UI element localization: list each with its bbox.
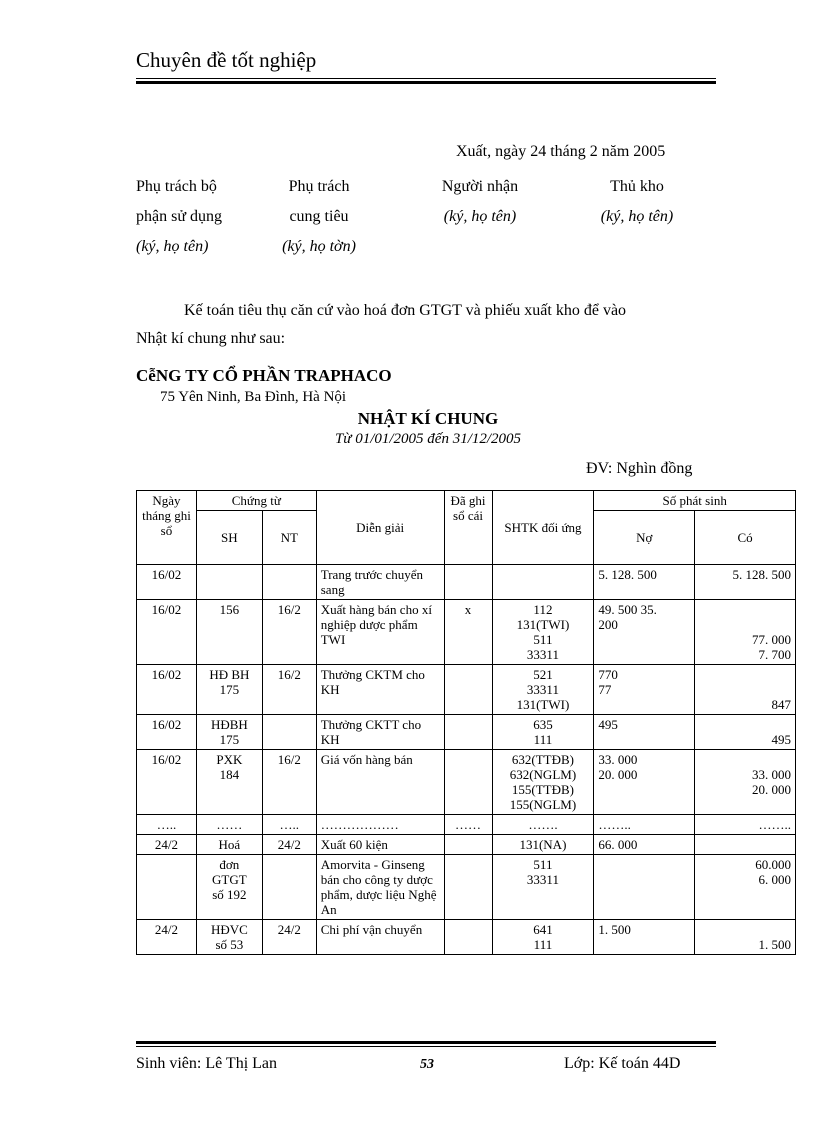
- cell-dg: Amorvita - Ginseng bán cho công ty dược phẩm, dược liệu Nghệ An: [316, 855, 444, 920]
- footer-student: Sinh viên: Lê Thị Lan: [136, 1055, 278, 1072]
- cell-sh: 156: [196, 600, 262, 665]
- col-header-so-phat-sinh: Số phát sinh: [594, 491, 796, 511]
- cell-no: 495: [594, 715, 695, 750]
- sig-line: (ký, họ tên): [136, 238, 209, 255]
- col-header-shtk: SHTK đối ứng: [492, 491, 594, 565]
- cell-dg: Xuất 60 kiện: [316, 835, 444, 855]
- unit-label: ĐV: Nghìn đồng: [586, 460, 693, 477]
- journal-title: NHẬT KÍ CHUNG: [357, 409, 499, 428]
- journal-period: Từ 01/01/2005 đến 31/12/2005: [334, 431, 522, 447]
- table-row: [137, 715, 796, 750]
- cell-ngay: 24/2: [137, 920, 197, 955]
- cell-ngay: 16/02: [137, 565, 197, 600]
- cell-co: [695, 835, 796, 855]
- signature-block-1: [136, 178, 222, 256]
- col-header-co: Có: [695, 511, 796, 565]
- col-header-dien-giai: Diễn giải: [316, 491, 444, 565]
- table-row: [137, 920, 796, 955]
- cell-sh: HĐBH 175: [196, 715, 262, 750]
- sig-line: (ký, họ tờn): [282, 238, 356, 255]
- sig-line: (ký, họ tên): [443, 208, 517, 225]
- cell-nt: …..: [262, 815, 316, 835]
- sig-line: Người nhận: [441, 178, 519, 195]
- cell-tk: 112 131(TWI) 511 33311: [492, 600, 594, 665]
- table-row: [137, 835, 796, 855]
- cell-no: 66. 000: [594, 835, 695, 855]
- sig-line: Phụ trách: [288, 178, 350, 195]
- cell-tk: …….: [492, 815, 594, 835]
- sig-line: (ký, họ tên): [600, 208, 674, 225]
- cell-da: ……: [444, 815, 492, 835]
- header-rule-thick: [136, 81, 716, 84]
- col-header-nt: NT: [262, 511, 316, 565]
- cell-no: [594, 855, 695, 920]
- cell-no: 770 77: [594, 665, 695, 715]
- header-title: Chuyên đề tốt nghiệp: [136, 48, 317, 72]
- cell-da: [444, 715, 492, 750]
- cell-tk: 511 33311: [492, 855, 594, 920]
- cell-tk: 641 111: [492, 920, 594, 955]
- journal-table: [136, 490, 796, 955]
- cell-dg: Chi phí vận chuyển: [316, 920, 444, 955]
- cell-nt: 24/2: [262, 920, 316, 955]
- cell-no: 1. 500: [594, 920, 695, 955]
- journal-body: [137, 565, 796, 955]
- cell-da: [444, 750, 492, 815]
- cell-co: 847: [695, 665, 796, 715]
- cell-da: [444, 855, 492, 920]
- cell-co: 495: [695, 715, 796, 750]
- table-row: [137, 665, 796, 715]
- cell-nt: 16/2: [262, 750, 316, 815]
- cell-no: 33. 000 20. 000: [594, 750, 695, 815]
- signature-block-4: [592, 178, 682, 226]
- cell-da: [444, 565, 492, 600]
- cell-tk: 635 111: [492, 715, 594, 750]
- cell-dg: Thưởng CKTT cho KH: [316, 715, 444, 750]
- footer-rule-thick: [136, 1041, 716, 1044]
- cell-sh: đơn GTGT số 192: [196, 855, 262, 920]
- cell-sh: HĐVC số 53: [196, 920, 262, 955]
- cell-ngay: 16/02: [137, 715, 197, 750]
- cell-da: [444, 665, 492, 715]
- cell-tk: [492, 565, 594, 600]
- table-row: [137, 600, 796, 665]
- cell-ngay: …..: [137, 815, 197, 835]
- sig-line: Thủ kho: [610, 178, 664, 195]
- cell-sh: Hoá: [196, 835, 262, 855]
- cell-sh: HĐ BH 175: [196, 665, 262, 715]
- paragraph-line-1: Kế toán tiêu thụ căn cứ vào hoá đơn GTGT và phiếu xuất kho để vào: [184, 302, 627, 319]
- col-header-chung-tu: Chứng từ: [196, 491, 316, 511]
- col-header-ngay: Ngày tháng ghi sổ: [137, 491, 197, 565]
- footer-rule-thin: [136, 1046, 716, 1047]
- cell-nt: [262, 855, 316, 920]
- col-header-da-ghi: Đã ghi sổ cái: [444, 491, 492, 565]
- cell-nt: 16/2: [262, 665, 316, 715]
- col-header-no: Nợ: [594, 511, 695, 565]
- cell-no: ……..: [594, 815, 695, 835]
- paragraph-line-2: Nhật kí chung như sau:: [136, 330, 286, 347]
- cell-tk: 131(NA): [492, 835, 594, 855]
- cell-nt: [262, 715, 316, 750]
- cell-da: [444, 835, 492, 855]
- cell-co: 33. 000 20. 000: [695, 750, 796, 815]
- company-address: 75 Yên Ninh, Ba Đình, Hà Nội: [160, 389, 347, 405]
- cell-co: ……..: [695, 815, 796, 835]
- sig-line: cung tiêu: [289, 208, 349, 225]
- signature-block-2: [264, 178, 374, 256]
- cell-dg: Trang trước chuyển sang: [316, 565, 444, 600]
- cell-no: 5. 128. 500: [594, 565, 695, 600]
- table-row: [137, 565, 796, 600]
- cell-nt: 24/2: [262, 835, 316, 855]
- company-name: CễNG TY CỔ PHẦN TRAPHACO: [136, 366, 392, 385]
- cell-sh: ……: [196, 815, 262, 835]
- sig-line: Phụ trách bộ: [136, 178, 217, 195]
- cell-da: x: [444, 600, 492, 665]
- cell-ngay: 16/02: [137, 600, 197, 665]
- cell-dg: Xuất hàng bán cho xí nghiệp dược phẩm TWI: [316, 600, 444, 665]
- cell-co: 1. 500: [695, 920, 796, 955]
- cell-sh: PXK 184: [196, 750, 262, 815]
- sig-line: phận sử dụng: [136, 208, 222, 225]
- cell-tk: 521 33311 131(TWI): [492, 665, 594, 715]
- cell-co: 5. 128. 500: [695, 565, 796, 600]
- cell-dg: Thưởng CKTM cho KH: [316, 665, 444, 715]
- cell-dg: Giá vốn hàng bán: [316, 750, 444, 815]
- cell-nt: 16/2: [262, 600, 316, 665]
- cell-co: 77. 000 7. 700: [695, 600, 796, 665]
- cell-ngay: 24/2: [137, 835, 197, 855]
- cell-ngay: 16/02: [137, 665, 197, 715]
- cell-nt: [262, 565, 316, 600]
- cell-da: [444, 920, 492, 955]
- table-row: [137, 855, 796, 920]
- table-row: [137, 750, 796, 815]
- cell-sh: [196, 565, 262, 600]
- cell-co: 60.000 6. 000: [695, 855, 796, 920]
- table-row: [137, 815, 796, 835]
- cell-ngay: 16/02: [137, 750, 197, 815]
- issue-date: Xuất, ngày 24 tháng 2 năm 2005: [456, 143, 666, 160]
- cell-no: 49. 500 35. 200: [594, 600, 695, 665]
- footer-page-number: 53: [420, 1057, 434, 1072]
- col-header-sh: SH: [196, 511, 262, 565]
- cell-dg: ………………: [316, 815, 444, 835]
- footer-class: Lớp: Kế toán 44D: [564, 1055, 681, 1072]
- cell-ngay: [137, 855, 197, 920]
- header-rule-thin: [136, 78, 716, 79]
- signature-block-3: [434, 178, 526, 226]
- cell-tk: 632(TTĐB) 632(NGLM) 155(TTĐB) 155(NGLM): [492, 750, 594, 815]
